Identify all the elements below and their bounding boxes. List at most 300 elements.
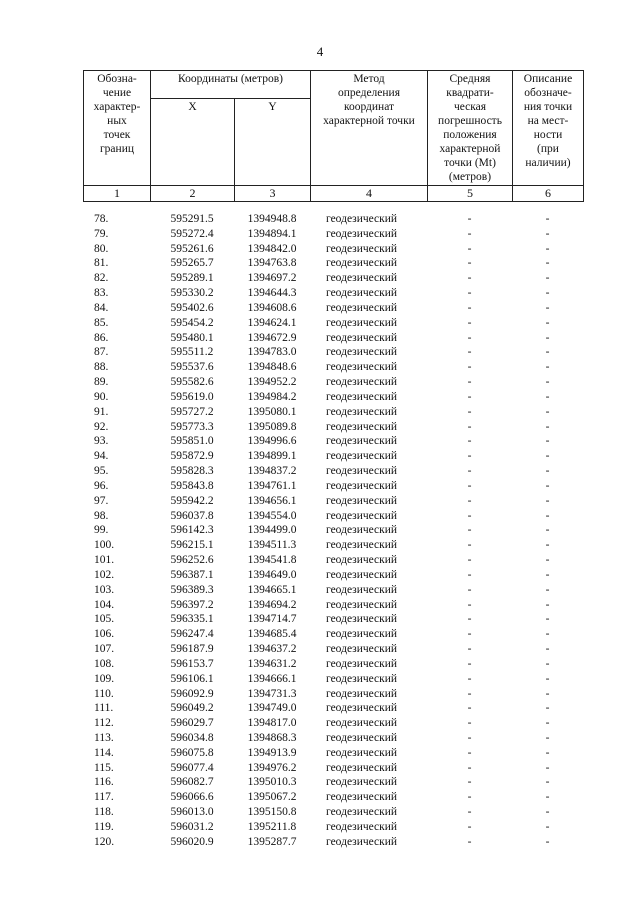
cell-x: 596106.1 bbox=[170, 672, 214, 685]
table-row bbox=[83, 642, 583, 657]
cell-y: 1394694.2 bbox=[247, 598, 297, 611]
table-row bbox=[83, 301, 583, 316]
cell-description: - bbox=[545, 346, 550, 359]
cell-point: 98. bbox=[94, 509, 109, 522]
header-method: Метод определения координат характерной точки bbox=[311, 71, 428, 186]
cell-error: - bbox=[467, 465, 472, 478]
table-row bbox=[83, 538, 583, 553]
table-row bbox=[83, 242, 583, 257]
cell-method: геодезический bbox=[326, 316, 398, 329]
cell-error: - bbox=[467, 213, 472, 225]
cell-point: 96. bbox=[94, 479, 109, 492]
cell-description: - bbox=[545, 643, 550, 656]
cell-point: 85. bbox=[94, 316, 109, 329]
cell-description: - bbox=[545, 316, 550, 329]
cell-error: - bbox=[467, 272, 472, 285]
cell-description: - bbox=[545, 613, 550, 626]
cell-point: 103. bbox=[94, 583, 115, 596]
cell-error: - bbox=[467, 242, 472, 255]
cell-y: 1395089.8 bbox=[247, 420, 297, 433]
table-row bbox=[83, 612, 583, 627]
cell-y: 1394644.3 bbox=[247, 287, 297, 300]
cell-point: 84. bbox=[94, 301, 109, 314]
cell-description: - bbox=[545, 776, 550, 789]
cell-description: - bbox=[545, 761, 550, 774]
cell-y: 1394948.8 bbox=[247, 213, 297, 225]
table-row bbox=[83, 820, 583, 835]
cell-method: геодезический bbox=[326, 731, 398, 744]
cell-point: 118. bbox=[94, 806, 114, 819]
cell-method: геодезический bbox=[326, 613, 398, 626]
cell-description: - bbox=[545, 687, 550, 700]
cell-point: 117. bbox=[94, 791, 114, 804]
cell-point: 111. bbox=[94, 702, 114, 715]
cell-description: - bbox=[545, 227, 550, 240]
cell-point: 86. bbox=[94, 331, 109, 344]
table-row bbox=[83, 627, 583, 642]
cell-point: 88. bbox=[94, 361, 109, 374]
cell-point: 80. bbox=[94, 242, 109, 255]
table-row bbox=[83, 256, 583, 271]
cell-point: 79. bbox=[94, 227, 109, 240]
cell-error: - bbox=[467, 791, 472, 804]
cell-y: 1394666.1 bbox=[247, 672, 297, 685]
cell-description: - bbox=[545, 657, 550, 670]
cell-error: - bbox=[467, 746, 472, 759]
cell-y: 1394763.8 bbox=[247, 257, 297, 270]
cell-error: - bbox=[467, 257, 472, 270]
table-row bbox=[83, 212, 583, 227]
table-row bbox=[83, 449, 583, 464]
cell-error: - bbox=[467, 494, 472, 507]
cell-x: 596215.1 bbox=[170, 539, 214, 552]
cell-method: геодезический bbox=[326, 776, 398, 789]
cell-x: 595537.6 bbox=[170, 361, 214, 374]
table-row bbox=[83, 494, 583, 509]
cell-error: - bbox=[467, 390, 472, 403]
cell-description: - bbox=[545, 554, 550, 567]
cell-y: 1394608.6 bbox=[247, 301, 297, 314]
cell-y: 1394848.6 bbox=[247, 361, 297, 374]
cell-method: геодезический bbox=[326, 257, 398, 270]
table-row bbox=[83, 835, 583, 850]
table-row bbox=[83, 731, 583, 746]
table-row bbox=[83, 509, 583, 524]
cell-x: 596247.4 bbox=[170, 628, 214, 641]
cell-y: 1394761.1 bbox=[247, 479, 297, 492]
cell-error: - bbox=[467, 554, 472, 567]
cell-point: 108. bbox=[94, 657, 115, 670]
cell-y: 1395067.2 bbox=[247, 791, 297, 804]
table-row bbox=[83, 657, 583, 672]
column-number-2: 2 bbox=[151, 186, 235, 202]
cell-method: геодезический bbox=[326, 820, 398, 833]
cell-error: - bbox=[467, 731, 472, 744]
cell-y: 1395010.3 bbox=[247, 776, 297, 789]
cell-y: 1394624.1 bbox=[247, 316, 297, 329]
cell-x: 596029.7 bbox=[170, 717, 214, 730]
cell-method: геодезический bbox=[326, 420, 398, 433]
cell-x: 596397.2 bbox=[170, 598, 214, 611]
cell-point: 78. bbox=[94, 213, 109, 225]
cell-description: - bbox=[545, 390, 550, 403]
cell-point: 116. bbox=[94, 776, 114, 789]
cell-y: 1395150.8 bbox=[247, 806, 297, 819]
coordinates-table-header bbox=[83, 70, 584, 202]
cell-error: - bbox=[467, 331, 472, 344]
cell-point: 120. bbox=[94, 835, 115, 848]
cell-x: 596082.7 bbox=[170, 776, 214, 789]
cell-error: - bbox=[467, 613, 472, 626]
cell-y: 1395080.1 bbox=[247, 405, 297, 418]
cell-x: 596389.3 bbox=[170, 583, 214, 596]
cell-point: 114. bbox=[94, 746, 114, 759]
cell-x: 596092.9 bbox=[170, 687, 214, 700]
cell-x: 596142.3 bbox=[170, 524, 214, 537]
cell-method: геодезический bbox=[326, 494, 398, 507]
cell-description: - bbox=[545, 405, 550, 418]
cell-y: 1394976.2 bbox=[247, 761, 297, 774]
cell-description: - bbox=[545, 435, 550, 448]
cell-method: геодезический bbox=[326, 672, 398, 685]
cell-description: - bbox=[545, 672, 550, 685]
table-row bbox=[83, 375, 583, 390]
cell-x: 596153.7 bbox=[170, 657, 214, 670]
table-row bbox=[83, 775, 583, 790]
cell-error: - bbox=[467, 301, 472, 314]
column-number-6: 6 bbox=[513, 186, 584, 202]
cell-y: 1394868.3 bbox=[247, 731, 297, 744]
cell-error: - bbox=[467, 761, 472, 774]
cell-error: - bbox=[467, 420, 472, 433]
table-row bbox=[83, 805, 583, 820]
cell-description: - bbox=[545, 628, 550, 641]
table-row bbox=[83, 405, 583, 420]
table-row bbox=[83, 523, 583, 538]
cell-error: - bbox=[467, 598, 472, 611]
cell-y: 1394697.2 bbox=[247, 272, 297, 285]
column-number-5: 5 bbox=[428, 186, 513, 202]
header-x: X bbox=[151, 99, 235, 186]
cell-description: - bbox=[545, 272, 550, 285]
table-row bbox=[83, 701, 583, 716]
cell-method: геодезический bbox=[326, 435, 398, 448]
cell-x: 596077.4 bbox=[170, 761, 214, 774]
cell-description: - bbox=[545, 465, 550, 478]
cell-y: 1394899.1 bbox=[247, 450, 297, 463]
cell-x: 596013.0 bbox=[170, 806, 214, 819]
table-row bbox=[83, 716, 583, 731]
cell-y: 1394637.2 bbox=[247, 643, 297, 656]
cell-method: геодезический bbox=[326, 539, 398, 552]
header-point-description: Описание обозначе- ния точки на мест- ности (при наличии) bbox=[513, 71, 584, 186]
table-row bbox=[83, 286, 583, 301]
cell-method: геодезический bbox=[326, 331, 398, 344]
cell-description: - bbox=[545, 257, 550, 270]
page-number: 4 bbox=[316, 44, 324, 59]
cell-point: 87. bbox=[94, 346, 109, 359]
cell-x: 596020.9 bbox=[170, 835, 214, 848]
cell-x: 595291.5 bbox=[170, 213, 214, 225]
table-row bbox=[83, 360, 583, 375]
table-row bbox=[83, 568, 583, 583]
cell-y: 1394913.9 bbox=[247, 746, 297, 759]
cell-method: геодезический bbox=[326, 628, 398, 641]
cell-x: 596066.6 bbox=[170, 791, 214, 804]
cell-point: 107. bbox=[94, 643, 115, 656]
cell-x: 596252.6 bbox=[170, 554, 214, 567]
cell-error: - bbox=[467, 346, 472, 359]
cell-error: - bbox=[467, 687, 472, 700]
cell-error: - bbox=[467, 568, 472, 581]
cell-point: 97. bbox=[94, 494, 109, 507]
cell-description: - bbox=[545, 331, 550, 344]
cell-x: 596034.8 bbox=[170, 731, 214, 744]
cell-method: геодезический bbox=[326, 465, 398, 478]
cell-x: 595582.6 bbox=[170, 376, 214, 389]
cell-description: - bbox=[545, 524, 550, 537]
table-row bbox=[83, 672, 583, 687]
cell-description: - bbox=[545, 301, 550, 314]
table-row bbox=[83, 316, 583, 331]
table-row bbox=[83, 271, 583, 286]
cell-method: геодезический bbox=[326, 287, 398, 300]
table-row bbox=[83, 420, 583, 435]
cell-x: 595773.3 bbox=[170, 420, 214, 433]
cell-description: - bbox=[545, 791, 550, 804]
table-row bbox=[83, 390, 583, 405]
cell-method: геодезический bbox=[326, 761, 398, 774]
cell-description: - bbox=[545, 539, 550, 552]
cell-point: 99. bbox=[94, 524, 109, 537]
cell-y: 1394665.1 bbox=[247, 583, 297, 596]
cell-error: - bbox=[467, 479, 472, 492]
header-mean-square-error: Средняя квадрати- ческая погрешность положения характерной точки (Mt) (метров) bbox=[428, 71, 513, 186]
cell-description: - bbox=[545, 717, 550, 730]
column-number-1: 1 bbox=[84, 186, 151, 202]
cell-y: 1394783.0 bbox=[247, 346, 297, 359]
cell-y: 1394541.8 bbox=[247, 554, 297, 567]
cell-x: 595619.0 bbox=[170, 390, 214, 403]
cell-x: 595872.9 bbox=[170, 450, 214, 463]
cell-method: геодезический bbox=[326, 346, 398, 359]
cell-y: 1394984.2 bbox=[247, 390, 297, 403]
cell-point: 95. bbox=[94, 465, 109, 478]
cell-y: 1394656.1 bbox=[247, 494, 297, 507]
cell-x: 596049.2 bbox=[170, 702, 214, 715]
cell-point: 112. bbox=[94, 717, 114, 730]
cell-point: 115. bbox=[94, 761, 114, 774]
cell-method: геодезический bbox=[326, 806, 398, 819]
cell-point: 104. bbox=[94, 598, 115, 611]
cell-error: - bbox=[467, 672, 472, 685]
cell-x: 596335.1 bbox=[170, 613, 214, 626]
cell-error: - bbox=[467, 583, 472, 596]
cell-y: 1394749.0 bbox=[247, 702, 297, 715]
cell-x: 595828.3 bbox=[170, 465, 214, 478]
cell-x: 595272.4 bbox=[170, 227, 214, 240]
cell-x: 595480.1 bbox=[170, 331, 214, 344]
cell-method: геодезический bbox=[326, 583, 398, 596]
cell-point: 106. bbox=[94, 628, 115, 641]
cell-x: 595402.6 bbox=[170, 301, 214, 314]
cell-y: 1394894.1 bbox=[247, 227, 297, 240]
cell-error: - bbox=[467, 702, 472, 715]
table-row bbox=[83, 345, 583, 360]
cell-point: 94. bbox=[94, 450, 109, 463]
cell-y: 1394649.0 bbox=[247, 568, 297, 581]
cell-method: геодезический bbox=[326, 568, 398, 581]
cell-method: геодезический bbox=[326, 376, 398, 389]
cell-error: - bbox=[467, 628, 472, 641]
cell-point: 89. bbox=[94, 376, 109, 389]
cell-point: 101. bbox=[94, 554, 115, 567]
cell-description: - bbox=[545, 213, 550, 225]
cell-method: геодезический bbox=[326, 213, 398, 225]
cell-y: 1395287.7 bbox=[247, 835, 297, 848]
cell-description: - bbox=[545, 820, 550, 833]
cell-error: - bbox=[467, 405, 472, 418]
cell-x: 595843.8 bbox=[170, 479, 214, 492]
cell-x: 596387.1 bbox=[170, 568, 214, 581]
cell-description: - bbox=[545, 806, 550, 819]
cell-point: 109. bbox=[94, 672, 115, 685]
cell-method: геодезический bbox=[326, 657, 398, 670]
cell-point: 100. bbox=[94, 539, 115, 552]
table-row bbox=[83, 790, 583, 805]
cell-error: - bbox=[467, 539, 472, 552]
cell-y: 1394672.9 bbox=[247, 331, 297, 344]
cell-point: 93. bbox=[94, 435, 109, 448]
cell-x: 596037.8 bbox=[170, 509, 214, 522]
cell-method: геодезический bbox=[326, 702, 398, 715]
cell-point: 81. bbox=[94, 257, 109, 270]
cell-y: 1394554.0 bbox=[247, 509, 297, 522]
cell-method: геодезический bbox=[326, 405, 398, 418]
column-number-4: 4 bbox=[311, 186, 428, 202]
cell-method: геодезический bbox=[326, 242, 398, 255]
cell-y: 1394817.0 bbox=[247, 717, 297, 730]
header-point-designation: Обозна- чение характер- ных точек границ bbox=[84, 71, 151, 186]
cell-description: - bbox=[545, 479, 550, 492]
cell-x: 596187.9 bbox=[170, 643, 214, 656]
cell-x: 596031.2 bbox=[170, 820, 214, 833]
cell-description: - bbox=[545, 242, 550, 255]
cell-error: - bbox=[467, 820, 472, 833]
cell-error: - bbox=[467, 450, 472, 463]
cell-x: 595454.2 bbox=[170, 316, 214, 329]
cell-point: 91. bbox=[94, 405, 109, 418]
cell-error: - bbox=[467, 376, 472, 389]
cell-error: - bbox=[467, 316, 472, 329]
cell-description: - bbox=[545, 494, 550, 507]
cell-method: геодезический bbox=[326, 687, 398, 700]
cell-method: геодезический bbox=[326, 361, 398, 374]
cell-point: 83. bbox=[94, 287, 109, 300]
cell-point: 92. bbox=[94, 420, 109, 433]
cell-x: 595289.1 bbox=[170, 272, 214, 285]
cell-point: 90. bbox=[94, 390, 109, 403]
cell-error: - bbox=[467, 524, 472, 537]
cell-error: - bbox=[467, 509, 472, 522]
cell-error: - bbox=[467, 227, 472, 240]
cell-method: геодезический bbox=[326, 450, 398, 463]
cell-method: геодезический bbox=[326, 227, 398, 240]
cell-description: - bbox=[545, 361, 550, 374]
cell-point: 113. bbox=[94, 731, 114, 744]
cell-x: 595727.2 bbox=[170, 405, 214, 418]
cell-error: - bbox=[467, 806, 472, 819]
cell-method: геодезический bbox=[326, 301, 398, 314]
cell-method: геодезический bbox=[326, 791, 398, 804]
cell-description: - bbox=[545, 376, 550, 389]
cell-y: 1394842.0 bbox=[247, 242, 297, 255]
table-row bbox=[83, 687, 583, 702]
cell-x: 595261.6 bbox=[170, 242, 214, 255]
cell-point: 82. bbox=[94, 272, 109, 285]
cell-y: 1394685.4 bbox=[247, 628, 297, 641]
cell-method: геодезический bbox=[326, 272, 398, 285]
cell-method: геодезический bbox=[326, 746, 398, 759]
cell-method: геодезический bbox=[326, 598, 398, 611]
cell-description: - bbox=[545, 598, 550, 611]
cell-x: 595265.7 bbox=[170, 257, 214, 270]
cell-error: - bbox=[467, 287, 472, 300]
cell-error: - bbox=[467, 717, 472, 730]
cell-y: 1394499.0 bbox=[247, 524, 297, 537]
cell-description: - bbox=[545, 835, 550, 848]
cell-description: - bbox=[545, 702, 550, 715]
cell-y: 1395211.8 bbox=[247, 820, 297, 833]
column-number-3: 3 bbox=[235, 186, 311, 202]
cell-y: 1394714.7 bbox=[247, 613, 297, 626]
cell-method: геодезический bbox=[326, 390, 398, 403]
table-row bbox=[83, 227, 583, 242]
cell-method: геодезический bbox=[326, 509, 398, 522]
cell-method: геодезический bbox=[326, 835, 398, 848]
cell-y: 1394731.3 bbox=[247, 687, 297, 700]
cell-description: - bbox=[545, 568, 550, 581]
header-coordinates: Координаты (метров) bbox=[151, 71, 311, 99]
cell-point: 110. bbox=[94, 687, 114, 700]
table-row bbox=[83, 553, 583, 568]
cell-description: - bbox=[545, 450, 550, 463]
cell-y: 1394837.2 bbox=[247, 465, 297, 478]
cell-x: 596075.8 bbox=[170, 746, 214, 759]
header-y: Y bbox=[235, 99, 311, 186]
cell-method: геодезический bbox=[326, 717, 398, 730]
cell-description: - bbox=[545, 287, 550, 300]
cell-y: 1394952.2 bbox=[247, 376, 297, 389]
column-numbers-row bbox=[84, 186, 584, 202]
cell-point: 102. bbox=[94, 568, 115, 581]
table-row bbox=[83, 598, 583, 613]
cell-x: 595330.2 bbox=[170, 287, 214, 300]
table-row bbox=[83, 434, 583, 449]
cell-point: 119. bbox=[94, 820, 114, 833]
cell-error: - bbox=[467, 643, 472, 656]
cell-x: 595942.2 bbox=[170, 494, 214, 507]
table-row bbox=[83, 746, 583, 761]
cell-description: - bbox=[545, 746, 550, 759]
cell-method: геодезический bbox=[326, 479, 398, 492]
cell-description: - bbox=[545, 509, 550, 522]
cell-x: 595511.2 bbox=[170, 346, 214, 359]
coordinates-table-body bbox=[83, 212, 583, 850]
table-row bbox=[83, 464, 583, 479]
cell-error: - bbox=[467, 776, 472, 789]
cell-y: 1394631.2 bbox=[247, 657, 297, 670]
